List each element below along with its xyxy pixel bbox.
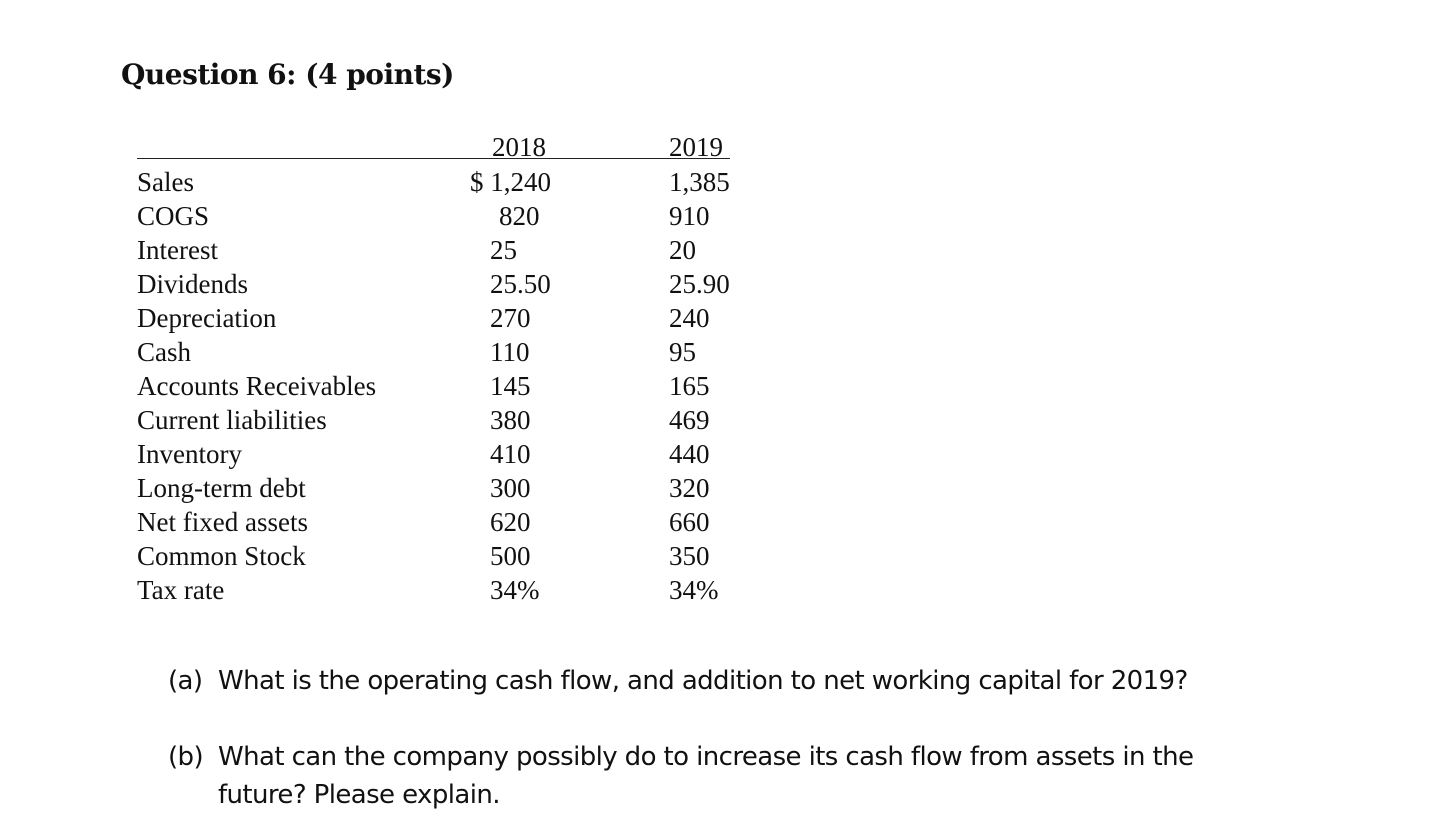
cell-common-stock-2019: 350 xyxy=(669,541,710,571)
cell-dividends-2019: 25.90 xyxy=(669,269,730,299)
cell-cash-2019: 95 xyxy=(669,337,696,367)
question-a-tag: (a) xyxy=(168,666,203,696)
column-header-2019: 2019 xyxy=(669,132,723,162)
row-label-tax-rate: Tax rate xyxy=(137,575,225,605)
question-a-text: What is the operating cash flow, and addition to net working capital for 2019? xyxy=(218,666,1188,696)
cell-cogs-2019: 910 xyxy=(669,201,710,231)
column-header-2018: 2018 xyxy=(492,132,546,162)
cell-long-term-debt-2018: 300 xyxy=(490,473,531,503)
cell-sales-2018: $ 1,240 xyxy=(470,167,551,197)
cell-dividends-2018: 25.50 xyxy=(490,269,551,299)
cell-tax-rate-2018: 34% xyxy=(490,575,540,605)
row-label-dividends: Dividends xyxy=(137,269,248,299)
row-label-net-fixed-assets: Net fixed assets xyxy=(137,507,308,537)
cell-depreciation-2018: 270 xyxy=(490,303,531,333)
question-b-text: What can the company possibly do to increase its cash flow from assets in the xyxy=(218,742,1194,772)
row-label-common-stock: Common Stock xyxy=(137,541,306,571)
question-a xyxy=(168,666,1188,696)
question-b-tag: (b) xyxy=(168,742,203,772)
row-label-long-term-debt: Long-term debt xyxy=(137,473,306,503)
row-label-cogs: COGS xyxy=(137,201,210,231)
row-label-cash: Cash xyxy=(137,337,191,367)
cell-common-stock-2018: 500 xyxy=(490,541,531,571)
cell-current-liabilities-2018: 380 xyxy=(490,405,531,435)
cell-interest-2018: 25 xyxy=(490,235,517,265)
cell-interest-2019: 20 xyxy=(669,235,696,265)
cell-accounts-receivables-2018: 145 xyxy=(490,371,531,401)
cell-sales-2019: 1,385 xyxy=(669,167,730,197)
cell-net-fixed-assets-2018: 620 xyxy=(490,507,531,537)
cell-cogs-2018: 820 xyxy=(499,201,540,231)
cell-depreciation-2019: 240 xyxy=(669,303,710,333)
cell-net-fixed-assets-2019: 660 xyxy=(669,507,710,537)
header-rule xyxy=(137,158,730,159)
cell-inventory-2019: 440 xyxy=(669,439,710,469)
cell-current-liabilities-2019: 469 xyxy=(669,405,710,435)
row-label-accounts-receivables: Accounts Receivables xyxy=(137,371,377,401)
cell-long-term-debt-2019: 320 xyxy=(669,473,710,503)
cell-cash-2018: 110 xyxy=(490,337,530,367)
cell-inventory-2018: 410 xyxy=(490,439,531,469)
question-b-text-continued: future? Please explain. xyxy=(218,780,500,810)
row-label-sales: Sales xyxy=(137,167,194,197)
question-b xyxy=(168,742,1193,772)
row-label-inventory: Inventory xyxy=(137,439,242,469)
cell-accounts-receivables-2019: 165 xyxy=(669,371,710,401)
row-label-current-liabilities: Current liabilities xyxy=(137,405,327,435)
row-label-depreciation: Depreciation xyxy=(137,303,277,333)
cell-tax-rate-2019: 34% xyxy=(669,575,719,605)
question-title: Question 6: (4 points) xyxy=(121,58,454,91)
row-label-interest: Interest xyxy=(137,235,218,265)
